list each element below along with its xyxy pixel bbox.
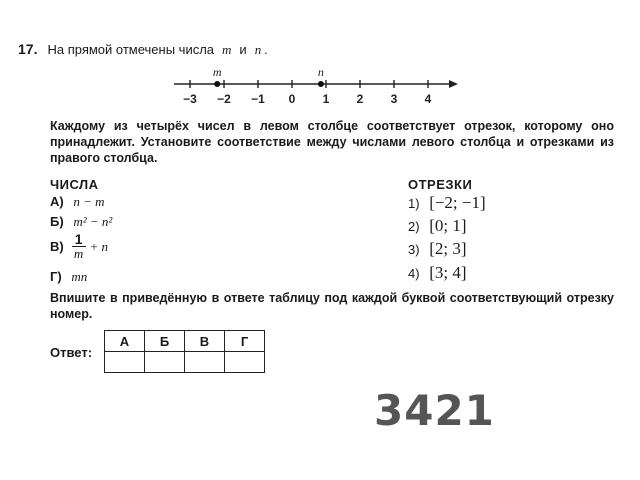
- interval: [0; 1]: [429, 216, 467, 235]
- left-item-a: [50, 193, 105, 211]
- tick-label: −3: [183, 92, 197, 106]
- right-item-num: 4): [408, 266, 420, 281]
- tick-label: 3: [390, 92, 398, 106]
- answer-label: Ответ:: [50, 345, 93, 360]
- fraction-numerator: 1: [72, 233, 86, 247]
- tick-label: −2: [217, 92, 231, 106]
- var-m: m: [222, 42, 232, 57]
- tick-label: 4: [424, 92, 432, 106]
- left-item-expr: n − m: [73, 194, 105, 209]
- left-item-b: [50, 213, 112, 231]
- interval: [2; 3]: [429, 239, 467, 258]
- answer-header-v: В: [185, 331, 225, 352]
- right-column-header: ОТРЕЗКИ: [408, 177, 473, 192]
- answer-cell-v[interactable]: [185, 352, 225, 373]
- var-n: n: [254, 42, 262, 57]
- fraction: [72, 233, 86, 260]
- right-item-2: [408, 217, 466, 236]
- fraction-denominator: m: [73, 246, 84, 261]
- left-item-expr: m² − n²: [73, 214, 113, 229]
- point-label: m: [212, 65, 222, 79]
- left-item-g: [50, 268, 87, 286]
- answer-cell-a[interactable]: [105, 352, 145, 373]
- point-m: [214, 81, 220, 87]
- tick-label: 0: [288, 92, 296, 106]
- axis-arrow: [449, 80, 458, 88]
- right-item-num: 3): [408, 242, 420, 257]
- point-n: [318, 81, 324, 87]
- left-item-letter: Г): [50, 269, 62, 284]
- period: .: [264, 42, 268, 57]
- task-text: Каждому из четырёх чисел в левом столбце соответствует отрезок, которому оно принадлежит. Установите соответствие между числами левого столбца и отрезками из правого столбца.: [50, 119, 614, 165]
- interval: [3; 4]: [429, 263, 467, 282]
- interval: [−2; −1]: [429, 193, 486, 212]
- answer-cell-g[interactable]: [225, 352, 265, 373]
- answer-header-a: А: [105, 331, 145, 352]
- left-item-expr: mn: [71, 269, 88, 284]
- left-column-header: ЧИСЛА: [50, 177, 99, 192]
- answer-value: 3421: [374, 386, 495, 435]
- answer-header-b: Б: [145, 331, 185, 352]
- right-item-4: [408, 264, 466, 283]
- and-word: и: [239, 42, 247, 57]
- answer-table: [104, 330, 265, 373]
- answer-header-g: Г: [225, 331, 265, 352]
- left-item-letter: Б): [50, 214, 64, 229]
- tick-label: −1: [251, 92, 265, 106]
- point-label: n: [317, 65, 324, 79]
- right-item-1: [408, 194, 486, 213]
- right-item-3: [408, 240, 466, 259]
- problem-intro: На прямой отмечены числа: [47, 42, 215, 57]
- number-line: [160, 62, 470, 112]
- tick-label: 1: [322, 92, 330, 106]
- answer-table-input-row: [105, 352, 265, 373]
- tick-label: 2: [356, 92, 364, 106]
- answer-cell-b[interactable]: [145, 352, 185, 373]
- problem-number: 17.: [18, 41, 38, 57]
- left-item-v: [50, 233, 108, 260]
- left-item-letter: В): [50, 238, 64, 254]
- right-item-num: 2): [408, 219, 420, 234]
- right-item-num: 1): [408, 196, 420, 211]
- left-item-letter: А): [50, 194, 64, 209]
- problem-header: [18, 41, 267, 59]
- instruction-text: Впишите в приведённую в ответе таблицу под каждой буквой соответствующий отрезку номер.: [50, 291, 614, 321]
- answer-table-header-row: [105, 331, 265, 352]
- left-item-expr-tail: + n: [89, 238, 109, 254]
